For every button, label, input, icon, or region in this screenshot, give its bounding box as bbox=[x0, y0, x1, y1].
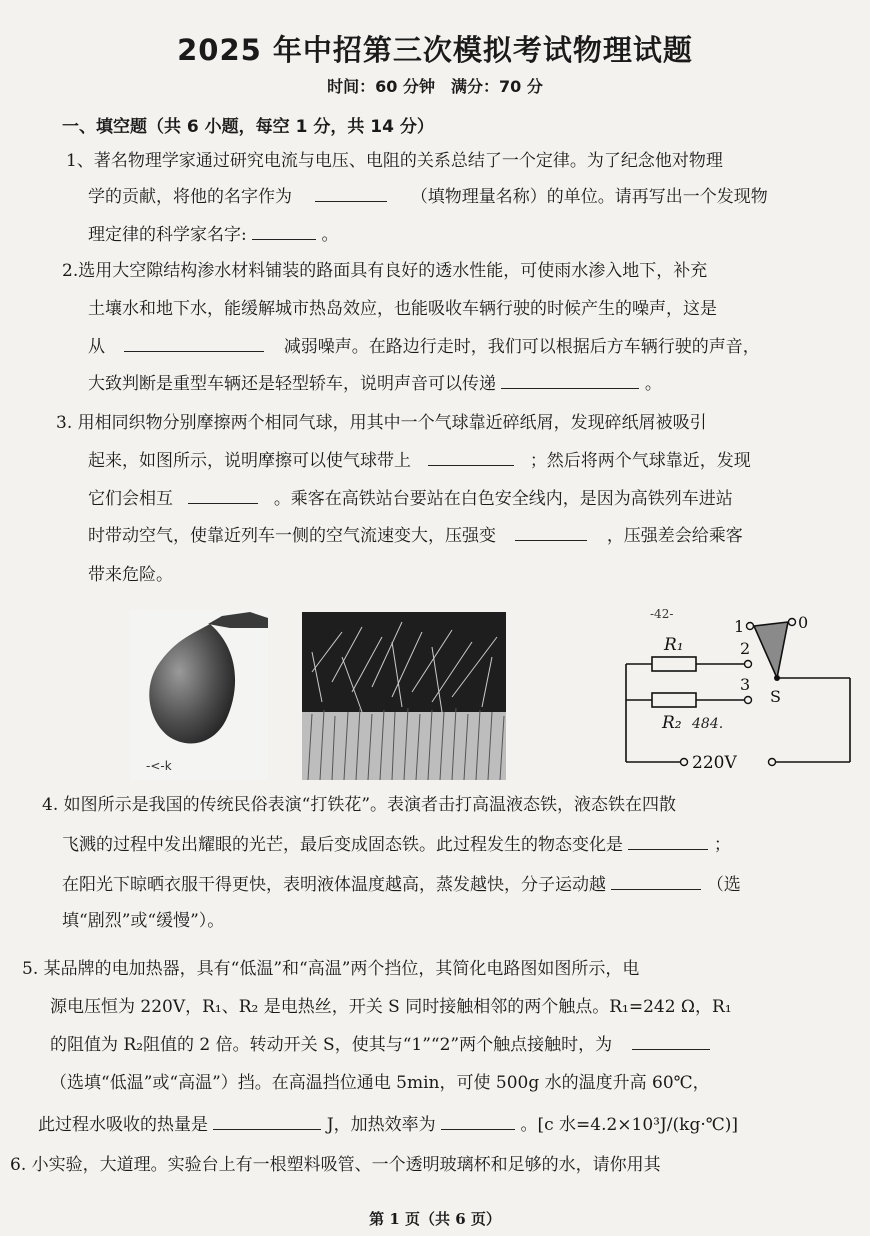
q4-line-3: 在阳光下晾晒衣服干得更快，表明液体温度越高，蒸发越快，分子运动越 （选 bbox=[62, 870, 741, 900]
q3-blank-1[interactable] bbox=[428, 447, 514, 466]
contact-2-label: 2 bbox=[740, 639, 751, 658]
rotary-switch bbox=[754, 622, 788, 678]
q1-line-2: 学的贡献，将他的名字作为 （填物理量名称）的单位。请再写出一个发现物 bbox=[88, 182, 768, 212]
q3-line-3: 它们会相互 。乘客在高铁站台要站在白色安全线内，是因为高铁列车进站 bbox=[88, 484, 733, 514]
r2-label: R₂ bbox=[662, 713, 682, 733]
q5-line-5: 此过程水吸收的热量是 J，加热效率为 。[c 水=4.2×10³J/(kg·℃)] bbox=[38, 1110, 738, 1140]
circuit-svg bbox=[604, 604, 864, 782]
q5-line-3: 的阻值为 R₂阻值的 2 倍。转动开关 S，使其与“1”“2”两个触点接触时，为 bbox=[50, 1030, 710, 1060]
q1-line-3: 理定律的科学家名字: 。 bbox=[88, 220, 339, 250]
resistor-r2 bbox=[652, 693, 696, 707]
r1-label: R₁ bbox=[664, 635, 684, 655]
circuit-diagram bbox=[604, 604, 864, 782]
page-title: 2025 年中招第三次模拟考试物理试题 bbox=[177, 33, 693, 67]
q2-line-2: 土壤水和地下水，能缓解城市热岛效应，也能吸收车辆行驶的时候产生的噪声，这是 bbox=[88, 299, 717, 319]
q1-blank-2[interactable] bbox=[252, 221, 316, 240]
q3-blank-3[interactable] bbox=[515, 522, 587, 541]
q4-line-2: 飞溅的过程中发出耀眼的光芒，最后变成固态铁。此过程发生的物态变化是 ； bbox=[62, 830, 731, 860]
q4-line-1: 4. 如图所示是我国的传统民俗表演“打铁花”。表演者击打高温液态铁，液态铁在四散 bbox=[42, 795, 677, 815]
iron-flower-image bbox=[302, 612, 506, 780]
circuit-top-note: -42- bbox=[650, 607, 674, 621]
source-label: 220V bbox=[692, 753, 737, 773]
q5-line-4: （选填“低温”或“高温”）挡。在高温挡位通电 5min，可使 500g 水的温度升高 60℃， bbox=[50, 1073, 710, 1093]
q3-line-4: 时带动空气，使靠近列车一侧的空气流速变大，压强变 ，压强差会给乘客 bbox=[88, 521, 743, 551]
q2-blank-2[interactable] bbox=[501, 370, 639, 389]
q1-line-1: 1、著名物理学家通过研究电流与电压、电阻的关系总结了一个定律。为了纪念他对物理 bbox=[66, 151, 723, 171]
q5-line-1: 5. 某品牌的电加热器，具有“低温”和“高温”两个挡位，其简化电路图如图所示，电 bbox=[22, 959, 640, 979]
q3-blank-2[interactable] bbox=[188, 485, 258, 504]
q3-line-5: 带来危险。 bbox=[88, 565, 173, 585]
q5-line-2: 源电压恒为 220V，R₁、R₂ 是电热丝，开关 S 同时接触相邻的两个触点。R₁=242 Ω，R₁ bbox=[50, 997, 732, 1017]
section-title: 一、填空题（共 6 小题，每空 1 分，共 14 分） bbox=[62, 117, 434, 137]
q5-blank-2[interactable] bbox=[213, 1111, 321, 1130]
q6-line-1: 6. 小实验，大道理。实验台上有一根塑料吸管、一个透明玻璃杯和足够的水，请你用其 bbox=[10, 1155, 661, 1175]
svg-text:-<-k: -<-k bbox=[146, 759, 172, 773]
q1-blank-1[interactable] bbox=[315, 183, 387, 202]
page-footer: 第 1 页（共 6 页） bbox=[369, 1210, 501, 1228]
q5-blank-3[interactable] bbox=[441, 1111, 515, 1130]
contact-0-label: 0 bbox=[798, 613, 809, 632]
q4-blank-2[interactable] bbox=[611, 871, 701, 890]
q2-blank-1[interactable] bbox=[124, 333, 264, 352]
q5-blank-1[interactable] bbox=[632, 1031, 710, 1050]
contact-3-label: 3 bbox=[740, 675, 751, 694]
q3-line-2: 起来，如图所示，说明摩擦可以使气球带上 ；然后将两个气球靠近，发现 bbox=[88, 446, 751, 476]
contact-1-label: 1 bbox=[734, 617, 745, 636]
q4-blank-1[interactable] bbox=[628, 831, 708, 850]
resistor-r1 bbox=[652, 657, 696, 671]
exam-time-score: 时间：60 分钟 满分：70 分 bbox=[327, 77, 543, 96]
balloon-image bbox=[130, 610, 268, 780]
balloon-figure bbox=[130, 610, 268, 780]
q3-line-1: 3. 用相同织物分别摩擦两个相同气球，用其中一个气球靠近碎纸屑，发现碎纸屑被吸引 bbox=[56, 413, 707, 433]
q4-line-4: 填“剧烈”或“缓慢”）。 bbox=[62, 911, 225, 931]
q2-line-1: 2.选用大空隙结构渗水材料铺装的路面具有良好的透水性能，可使雨水渗入地下，补充 bbox=[62, 261, 708, 281]
q2-line-4: 大致判断是重型车辆还是轻型轿车，说明声音可以传递 。 bbox=[88, 369, 662, 399]
iron-flower-figure bbox=[302, 612, 506, 780]
switch-label: S bbox=[770, 687, 781, 706]
r2-note: 484. bbox=[692, 716, 724, 732]
q2-line-3: 从 减弱噪声。在路边行走时，我们可以根据后方车辆行驶的声音， bbox=[88, 332, 760, 362]
